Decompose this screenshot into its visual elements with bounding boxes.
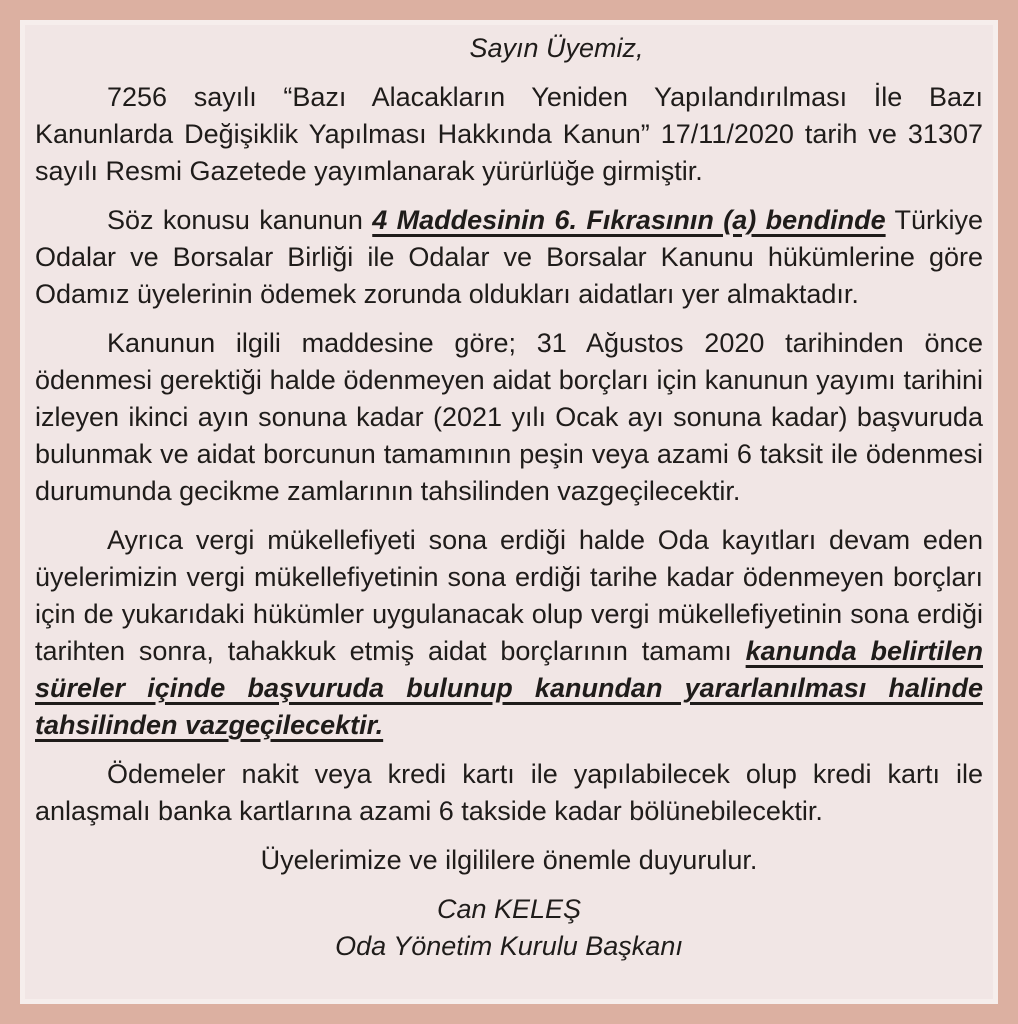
signature-name: Can KELEŞ xyxy=(436,894,582,924)
emphasized-application-clause: kanunda belirtilen süreler içinde başvuruda bulunup kanundan yararlanılması halinde tahsilinden vazgeçilecektir. xyxy=(35,636,983,740)
closing-announcement: Üyelerimize ve ilgililere önemle duyurulur. xyxy=(260,845,758,875)
emphasized-article-clause: 4 Maddesinin 6. Fıkrasının (a) bendinde xyxy=(372,205,886,235)
signature-title: Oda Yönetim Kurulu Başkanı xyxy=(335,931,683,961)
paragraph-tax-liability xyxy=(35,522,983,744)
paragraph-law-article-post: Türkiye Odalar ve Borsalar Birliği ile Odalar ve Borsalar Kanunu hükümlerine göre Odamız üyelerinin ödemek zorunda oldukları aidatları yer almaktadır. xyxy=(35,205,983,309)
paragraph-tax-liability-pre: Ayrıca vergi mükellefiyeti sona erdiği halde Oda kayıtları devam eden üyelerimizin vergi mükellefiyetinin sona erdiği tarihe kadar ödenmeyen borçları için de yukarıdaki hükümler uygulanacak olup vergi mükellefiyetinin sona erdiği tarihten sonra, tahakkuk etmiş aidat borçlarının tamamı xyxy=(35,525,983,666)
paragraph-law-announcement: 7256 sayılı “Bazı Alacakların Yeniden Yapılandırılması İle Bazı Kanunlarda Değişiklik Yapılması Hakkında Kanun” 17/11/2020 tarih ve 31307 sayılı Resmi Gazetede yayımlanarak yürürlüğe girmiştir. xyxy=(35,82,983,186)
paragraph-payment-terms: Kanunun ilgili maddesine göre; 31 Ağustos 2020 tarihinden önce ödenmesi gerektiği halde ödenmeyen aidat borçları için kanunun yayımı tarihini izleyen ikinci ayın sonuna kadar (2021 yılı Ocak ayı sonuna kadar) başvuruda bulunmak ve aidat borcunun tamamının peşin veya azami 6 taksit ile ödenmesi durumunda gecikme zamlarının tahsilinden vazgeçilecektir. xyxy=(35,328,983,506)
paragraph-law-article xyxy=(35,202,983,313)
paragraph-law-article-pre: Söz konusu kanunun xyxy=(107,205,373,235)
paragraph-payment-methods: Ödemeler nakit veya kredi kartı ile yapılabilecek olup kredi kartı ile anlaşmalı banka kartlarına azami 6 takside kadar bölünebilecektir. xyxy=(35,759,983,826)
salutation: Sayın Üyemiz, xyxy=(469,33,644,63)
